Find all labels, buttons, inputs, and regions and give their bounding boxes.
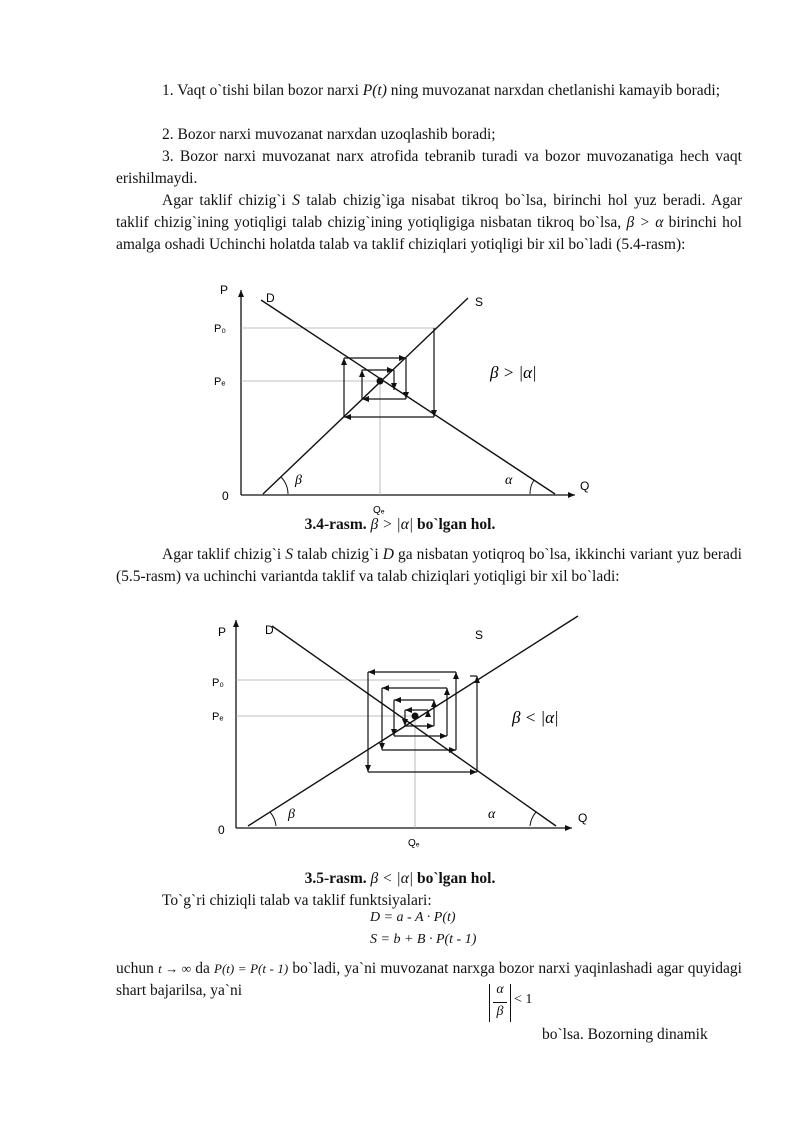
beta-angle-arc	[281, 477, 288, 494]
condition-rhs: < 1	[514, 992, 533, 1007]
figure-1-cobweb-converging	[200, 280, 620, 520]
list-item-1: 1. Vaqt o`tishi bilan bozor narxi P(t) ning muvozanat narxdan chetlanishi kamayib boradi;	[162, 82, 721, 99]
relation-label: β < |α|	[512, 708, 559, 727]
fraction-numerator: α	[496, 982, 504, 997]
abs-bar-right	[510, 984, 511, 1022]
paragraph-conclusion-tail: bo`lsa. Bozorning dinamik	[542, 1026, 708, 1043]
paragraph-functions: To`g`ri chiziqli talab va taklif funktsiyalari:	[162, 892, 432, 909]
abs-bar-left	[489, 984, 490, 1022]
cobweb-path	[368, 672, 477, 772]
alpha-angle-arc	[530, 812, 536, 826]
supply-line	[263, 298, 468, 494]
figure-2-caption: 3.5-rasm. β < |α| bo`lgan hol.	[304, 870, 496, 887]
alpha-label: α	[488, 807, 496, 822]
beta-label: β	[288, 807, 295, 822]
alpha-label: α	[505, 473, 513, 488]
paragraph-conclusion-line1: uchun t → ∞ da P(t) = P(t - 1) bo`ladi, ya`ni muvozanat narxga bozor narxi yaqinlashadi agar quyidagi shart bajarilsa, ya`ni	[116, 960, 742, 999]
supply-label: S	[475, 628, 484, 642]
origin-label: 0	[218, 823, 225, 837]
figure-2-cobweb-diverging	[200, 612, 620, 852]
paragraph-second-variant: Agar taklif chizig`i S talab chizig`i D ga nisbatan yotiqroq bo`lsa, ikkinchi variant yuz beradi (5.5-rasm) va uchinchi variantda taklif va talab chiziqlari yotiqligi bir xil bo`ladi:	[116, 546, 742, 585]
p0-label: P₀	[214, 323, 226, 335]
q-axis-label: Q	[580, 479, 590, 493]
q-axis-label: Q	[578, 811, 588, 825]
demand-label: D	[266, 291, 275, 305]
stability-condition	[489, 982, 541, 1026]
alpha-angle-arc	[530, 480, 534, 494]
list-item-2: 2. Bozor narxi muvozanat narxdan uzoqlashib boradi;	[162, 126, 496, 143]
qe-label: Qₑ	[373, 505, 385, 516]
demand-line	[261, 300, 555, 494]
fraction-denominator: β	[496, 1004, 504, 1019]
figure-1-caption: 3.4-rasm. β > |α| bo`lgan hol.	[304, 516, 496, 533]
equilibrium-point	[377, 378, 384, 385]
qe-label: Qₑ	[408, 838, 420, 849]
p-axis-label: P	[220, 283, 229, 297]
pe-label: Pₑ	[212, 711, 224, 723]
beta-angle-arc	[270, 812, 276, 826]
equilibrium-point	[412, 713, 419, 720]
equation-demand: D = a - A · P(t)	[370, 910, 456, 925]
p0-label: P₀	[212, 677, 224, 689]
p-axis-label: P	[218, 625, 227, 639]
supply-label: S	[475, 295, 484, 309]
pe-label: Pₑ	[214, 376, 226, 388]
beta-label: β	[295, 473, 302, 488]
origin-label: 0	[222, 489, 229, 503]
equation-supply: S = b + B · P(t - 1)	[370, 932, 477, 947]
fraction-bar	[493, 1002, 507, 1003]
demand-label: D	[265, 623, 274, 637]
list-item-3: 3. Bozor narxi muvozanat narx atrofida tebranib turadi va bozor muvozanatiga hech vaqt erishilmaydi.	[116, 148, 742, 187]
relation-label: β > |α|	[490, 363, 537, 382]
paragraph-intro: Agar taklif chizig`i S talab chizig`iga nisabat tikroq bo`lsa, birinchi hol yuz beradi. Agar taklif chizig`ining yotiqligi talab chizig`ining yotiqligiga nisbatan tikroq bo`lsa, β > α birinchi hol amalga oshadi Uchinchi holatda talab va taklif chiziqlari yotiqligi bir xil bo`ladi (5.4-rasm):	[116, 192, 742, 253]
